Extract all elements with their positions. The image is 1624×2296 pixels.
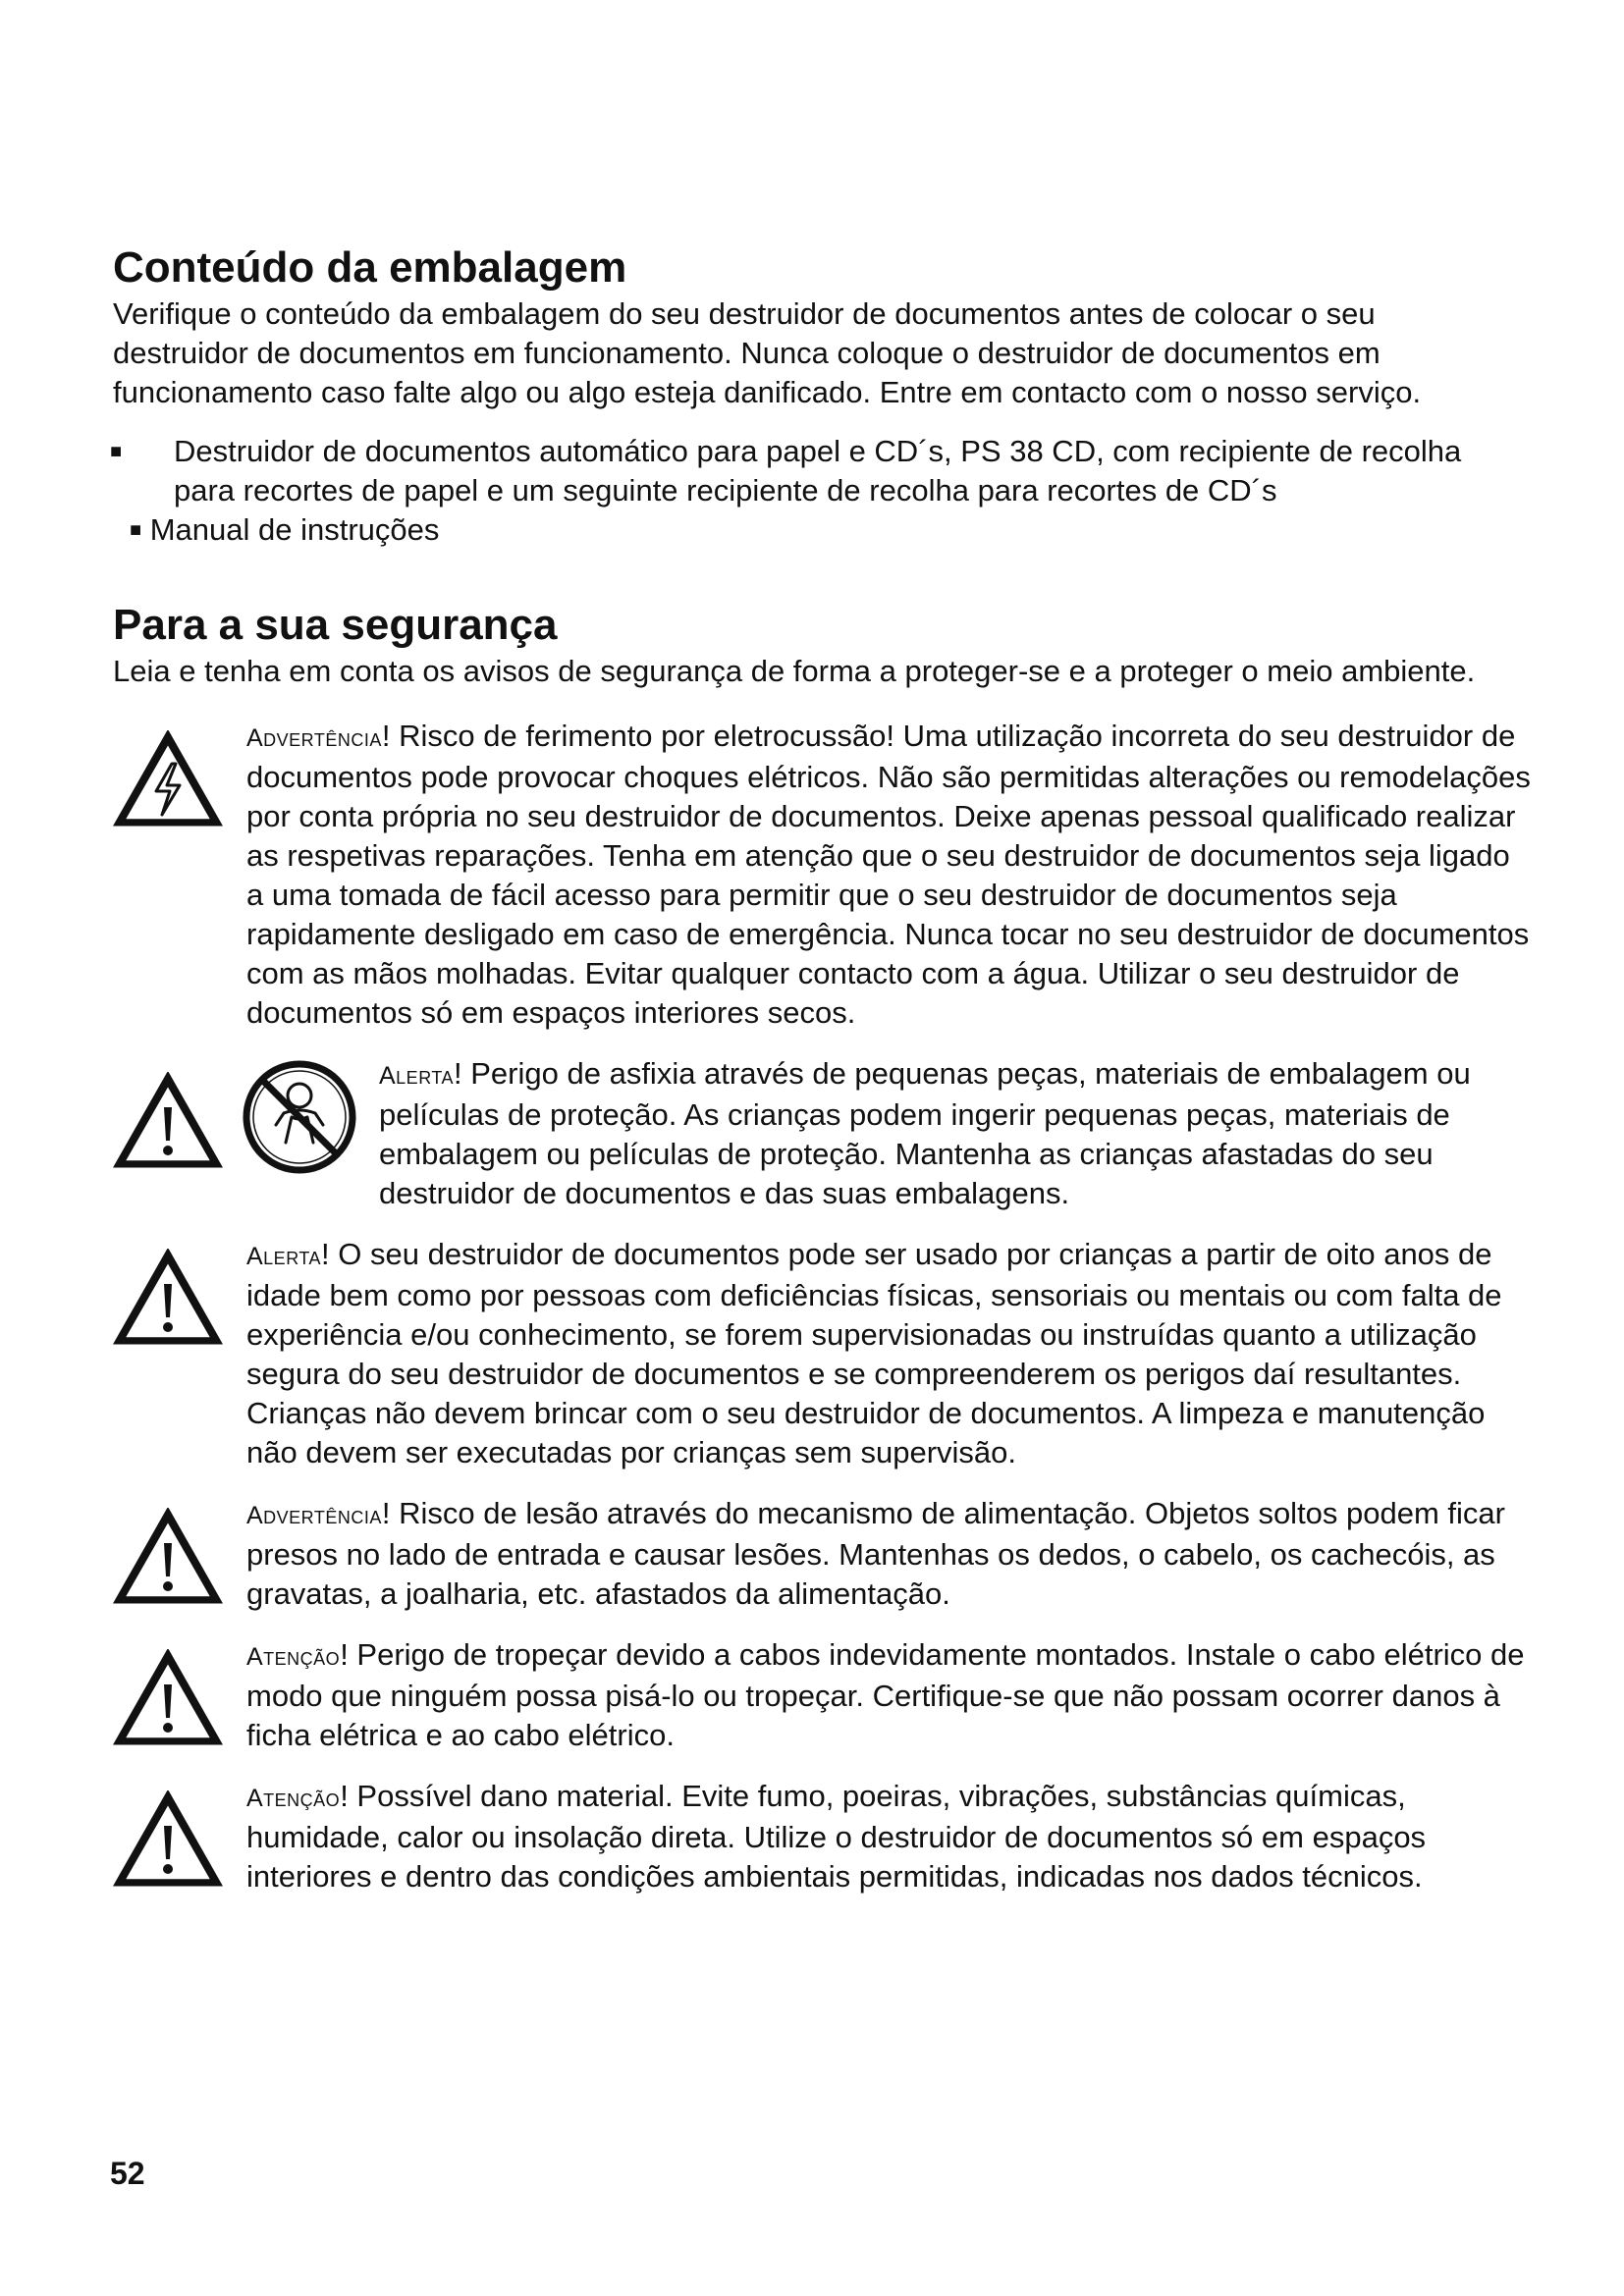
warning-icons [113, 1790, 223, 1889]
page-number: 52 [110, 2156, 145, 2191]
warning-text [246, 1494, 1532, 1614]
warning-triangle-icon [113, 1649, 223, 1747]
warning-text [246, 1777, 1532, 1896]
bullet-square-icon: ■ [110, 441, 123, 462]
choking-hazard-icon [241, 1058, 358, 1176]
warning-label: Alerta [246, 1243, 322, 1270]
warning-triangle-icon [113, 1249, 223, 1347]
warning-label: Atenção [246, 1643, 341, 1671]
warning-triangle-icon [113, 1072, 223, 1170]
electric-hazard-icon [113, 730, 223, 828]
warning-icons [113, 1649, 223, 1747]
warning-body: ! O seu destruidor de documentos pode ser usado por crianças a partir de oito anos de idade bem como por pessoas com deficiências físicas, sensoriais ou mentais ou com falta de experiência e/ou conhecimento, se forem supervisionadas ou instruídas quanto a utilização segura do seu destruidor de documentos e se compreenderem os perigos daí resultantes. Crianças não devem brincar com o seu destruidor de documentos. A limpeza e manutenção não devem ser executadas por crianças sem supervisão. [246, 1237, 1502, 1469]
warning-body: ! Risco de lesão através do mecanismo de alimentação. Objetos soltos podem ficar presos no lado de entrada e causar lesões. Mantenhas os dedos, o cabelo, os cachecóis, as gravatas, a joalharia, etc. afastados da alimentação. [246, 1496, 1505, 1611]
list-item-text: Manual de instruções [149, 512, 440, 547]
list-item-text: Destruidor de documentos automático para papel e CD´s, PS 38 CD, com recipiente de recolha para recortes de papel e um seguinte recipiente de recolha para recortes de CD´s [174, 434, 1462, 507]
warning-text [379, 1054, 1532, 1213]
section-heading-safety: Para a sua segurança [113, 601, 558, 649]
warning-icons [113, 1058, 358, 1176]
warning-label: Advertência [246, 1502, 382, 1529]
warning-body: ! Possível dano material. Evite fumo, poeiras, vibrações, substâncias químicas, humidade, calor ou insolação direta. Utilize o destruidor de documentos só em espaços interiores e dentro das condições ambientais permitidas, indicadas nos dados técnicos. [246, 1779, 1427, 1894]
warning-block [113, 1777, 1532, 1896]
warning-label: Atenção [246, 1785, 341, 1812]
list-item [113, 510, 1532, 550]
safety-intro: Leia e tenha em conta os avisos de segurança de forma a proteger-se e a proteger o meio ambiente. [113, 654, 1476, 688]
package-contents-list [110, 432, 1532, 550]
package-contents-intro: Verifique o conteúdo da embalagem do seu destruidor de documentos antes de colocar o seu destruidor de documentos em funcionamento. Nunca coloque o destruidor de documentos em funcionamento caso falte algo ou algo esteja danificado. Entre em contacto com o nosso serviço. [113, 296, 1422, 409]
warning-block [113, 1054, 1532, 1213]
warning-block [113, 1635, 1532, 1755]
warning-icons [113, 1249, 223, 1347]
warning-triangle-icon [113, 1790, 223, 1889]
warning-text [246, 1635, 1532, 1755]
page-content [110, 243, 1532, 1896]
warning-body: ! Perigo de tropeçar devido a cabos indevidamente montados. Instale o cabo elétrico de modo que ninguém possa pisá-lo ou tropeçar. Certifique-se que não possam ocorrer danos à ficha elétrica e ao cabo elétrico. [246, 1637, 1525, 1752]
warning-text [246, 1235, 1532, 1472]
safety-section [113, 601, 1532, 1896]
warning-body: ! Risco de ferimento por eletrocussão! Uma utilização incorreta do seu destruidor de documentos pode provocar choques elétricos. Não são permitidas alterações ou remodelações por conta própria no seu destruidor de documentos. Deixe apenas pessoal qualificado realizar as respetivas reparações. Tenha em atenção que o seu destruidor de documentos seja ligado a uma tomada de fácil acesso para permitir que o seu destruidor de documentos seja rapidamente desligado em caso de emergência. Nunca tocar no seu destruidor de documentos com as mãos molhadas. Evitar qualquer contacto com a água. Utilizar o seu destruidor de documentos só em espaços interiores secos. [246, 719, 1531, 1030]
section-heading-package-contents: Conteúdo da embalagem [113, 243, 627, 292]
warning-icons [113, 1508, 223, 1606]
warning-block [113, 717, 1532, 1033]
warning-triangle-icon [113, 1508, 223, 1606]
warning-block [113, 1494, 1532, 1614]
bullet-square-icon: ■ [130, 519, 142, 541]
warning-block [113, 1235, 1532, 1472]
warning-body: ! Perigo de asfixia através de pequenas peças, materiais de embalagem ou películas de proteção. As crianças podem ingerir pequenas peças, materiais de embalagem ou películas de proteção. Mantenha as crianças afastadas do seu destruidor de documentos e das suas embalagens. [379, 1056, 1471, 1210]
list-item [110, 432, 1509, 510]
warning-label: Advertência [246, 724, 382, 752]
warning-icons [113, 730, 223, 828]
warning-text [246, 717, 1532, 1033]
warning-label: Alerta [379, 1062, 455, 1090]
